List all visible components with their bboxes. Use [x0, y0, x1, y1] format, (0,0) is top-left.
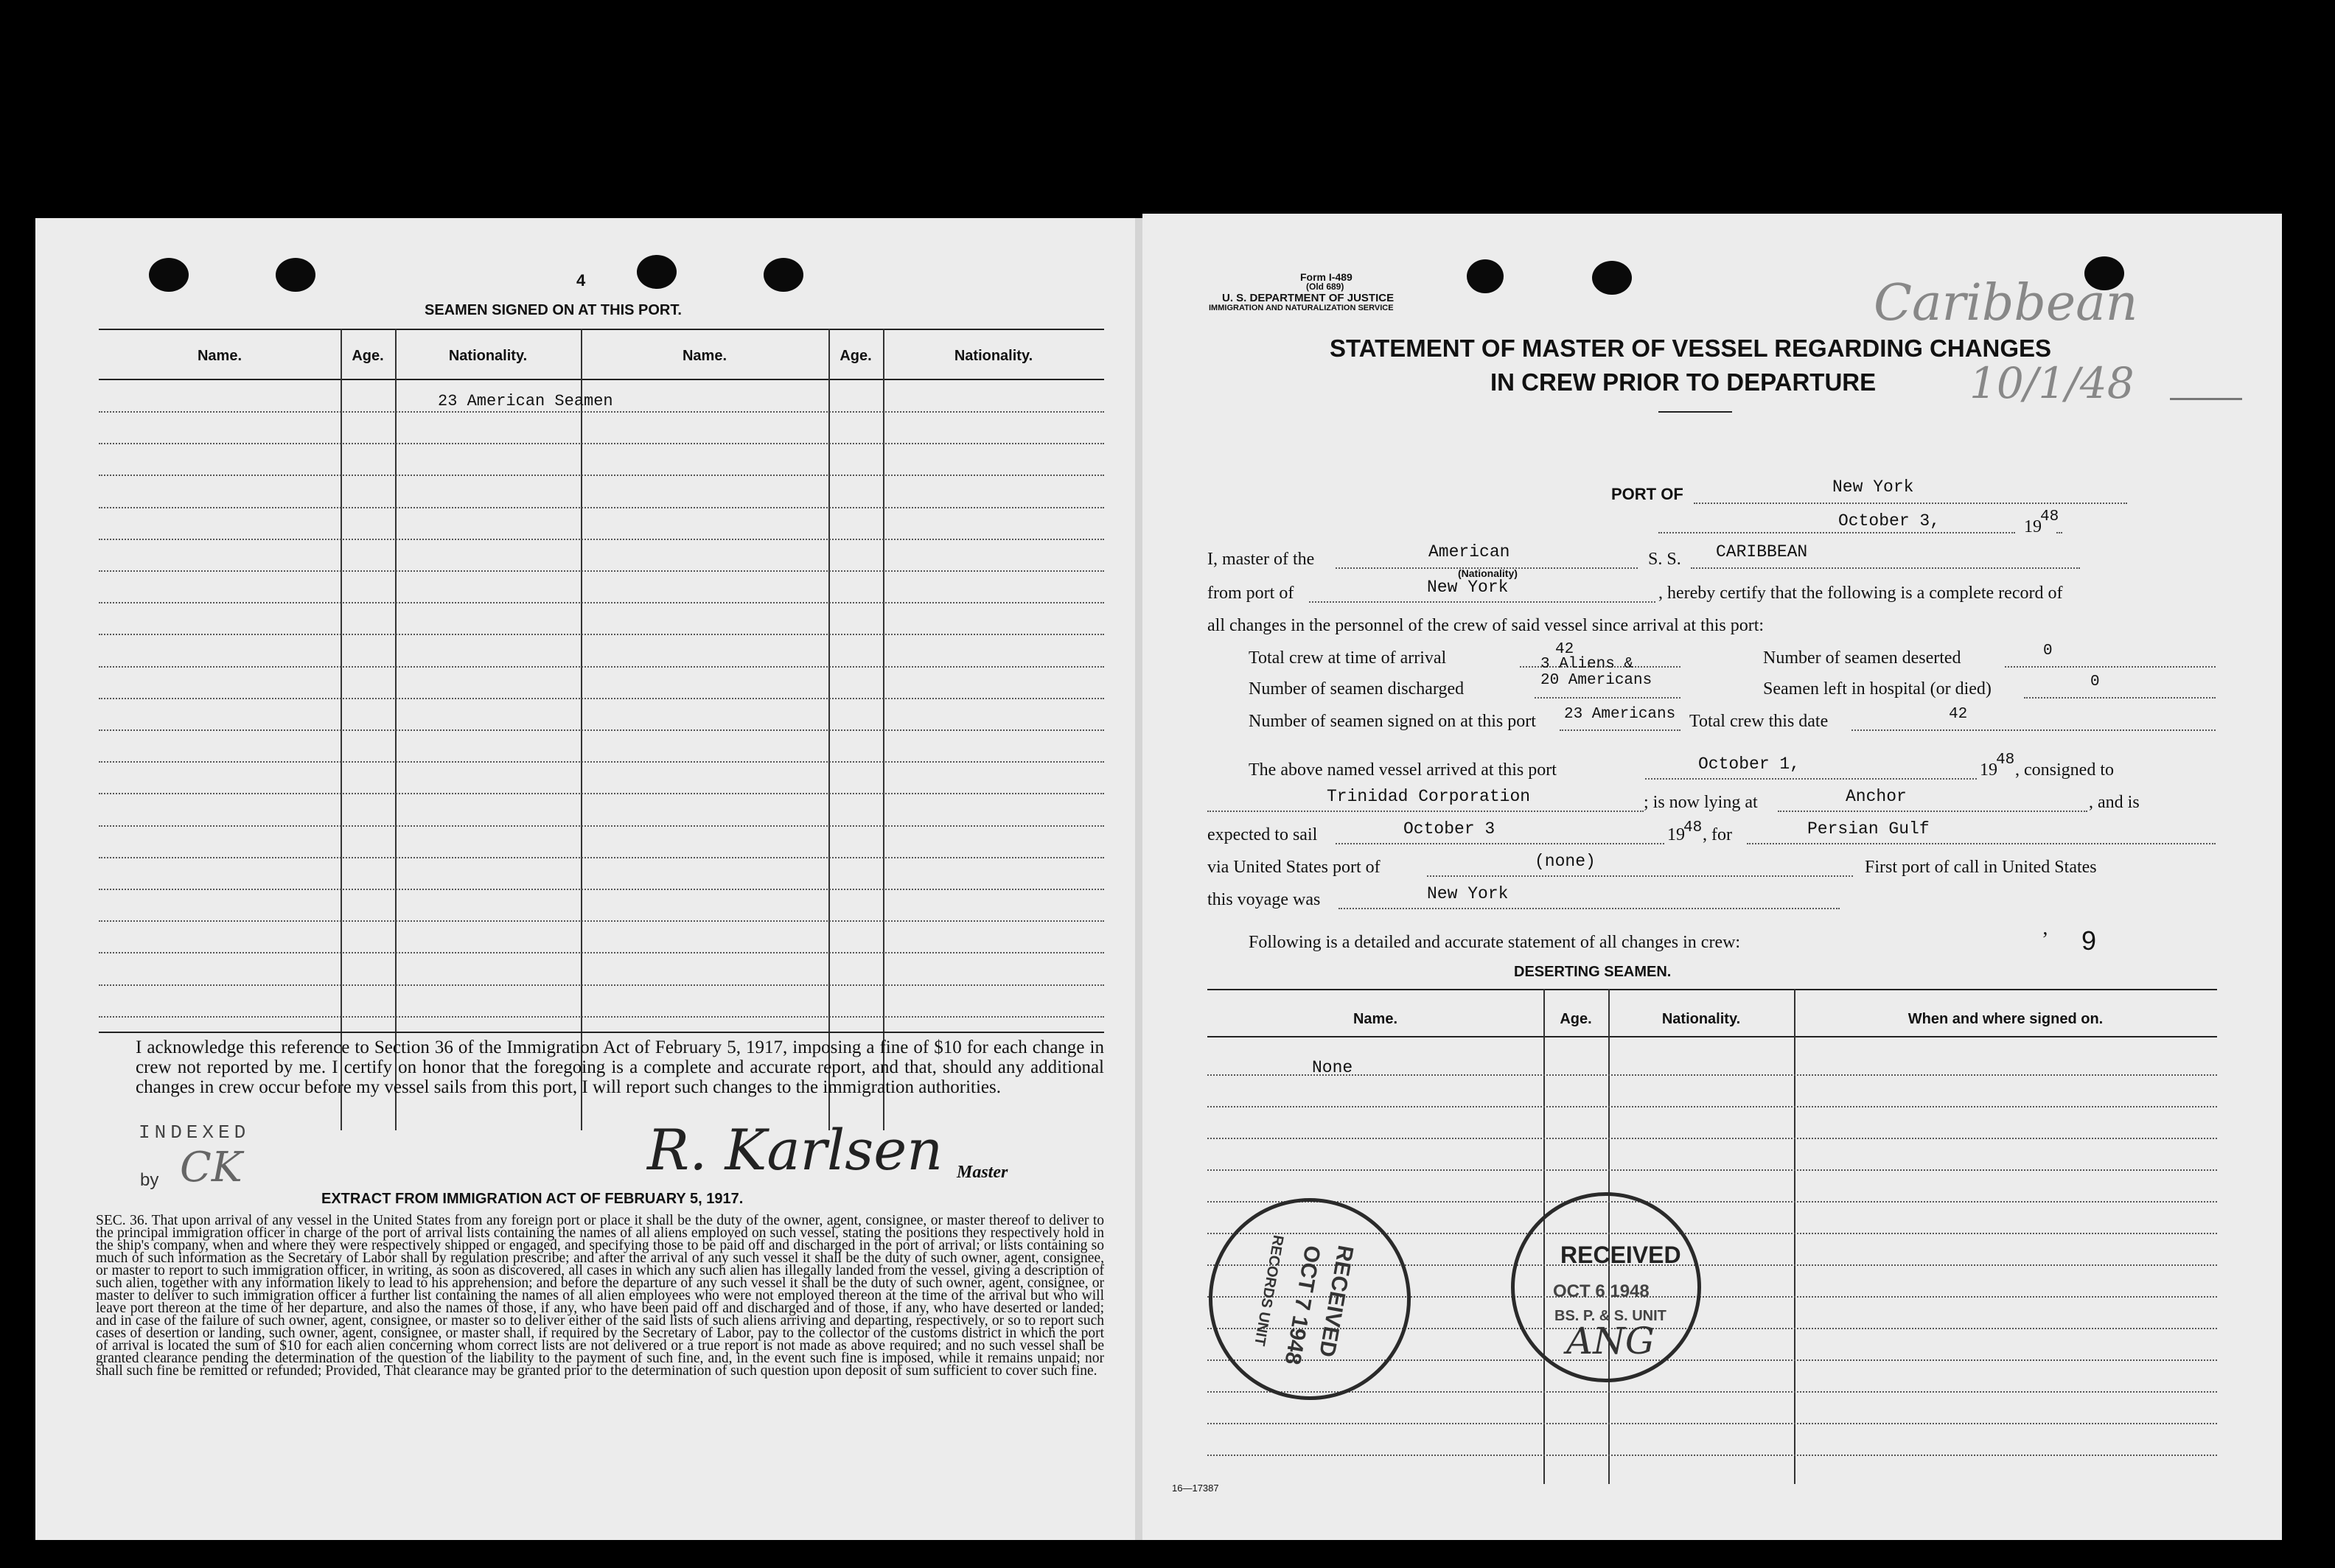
port-label: PORT OF [1611, 485, 1683, 503]
signed-on-label: Number of seamen signed on at this port [1249, 712, 1536, 731]
punch-hole [637, 255, 677, 289]
column-header: Nationality. [1661, 1011, 1741, 1027]
and-is-label: , and is [2089, 793, 2140, 812]
expected-label: expected to sail [1207, 825, 1318, 844]
stamp-received-text: RECEIVED [1313, 1243, 1358, 1359]
page-number: 4 [576, 271, 586, 290]
table-rule [99, 984, 1104, 986]
signed-on-value: 23 Americans [1564, 706, 1676, 723]
column-header: Age. [840, 348, 872, 364]
table-rule [1207, 1106, 2217, 1107]
total-crew-date-label: Total crew this date [1689, 712, 1829, 731]
sail-date-value: October 3 [1403, 819, 1495, 839]
following-text: Following is a detailed and accurate statement of all changes in crew: [1249, 933, 1741, 952]
voyage-label: this voyage was [1207, 890, 1321, 909]
table-rule [1207, 1074, 2217, 1076]
form-title-line2: IN CREW PRIOR TO DEPARTURE [1490, 368, 1877, 396]
extract-title: EXTRACT FROM IMMIGRATION ACT OF FEBRUARY 5, 1917. [321, 1191, 744, 1207]
table-rule [99, 1016, 1104, 1018]
stamp-records-unit: RECORDS UNIT [1251, 1233, 1287, 1348]
consignee-value: Trinidad Corporation [1327, 787, 1531, 806]
table-rule [1207, 1423, 2217, 1424]
table-rule [99, 920, 1104, 922]
table-rule [99, 411, 1104, 413]
table-rule [1207, 1455, 2217, 1456]
left-page [35, 218, 1142, 1540]
received-records-unit-stamp [1193, 1182, 1426, 1415]
table-rule [99, 889, 1104, 890]
right-page [1142, 214, 2282, 1540]
column-header: Age. [1560, 1011, 1592, 1027]
punch-hole [1592, 261, 1632, 295]
table-rule [1207, 1169, 2217, 1171]
lying-label: ; is now lying at [1644, 793, 1758, 812]
discharged-value-1: 3 Aliens & [1540, 656, 1634, 673]
lying-value: Anchor [1846, 787, 1907, 806]
year-prefix: 19 [2024, 517, 2042, 536]
section-title: SEAMEN SIGNED ON AT THIS PORT. [425, 302, 682, 318]
voyage-value: New York [1427, 884, 1509, 903]
punch-hole [276, 258, 315, 292]
destination-value: Persian Gulf [1807, 819, 1930, 839]
arrived-value: October 1, [1698, 755, 1801, 774]
port-value: New York [1832, 477, 1914, 497]
table-rule [99, 507, 1104, 508]
year-prefix: 19 [1667, 825, 1685, 844]
table-rule [99, 761, 1104, 763]
stamp-received-text: RECEIVED [1560, 1242, 1681, 1268]
deserted-label: Number of seamen deserted [1763, 648, 1961, 668]
table-rule [99, 857, 1104, 858]
table-rule [99, 539, 1104, 540]
stamp-initials: ANG [1566, 1320, 1655, 1362]
table-rule [99, 475, 1104, 476]
column-header: Name. [197, 348, 242, 364]
year-value: 48 [1996, 752, 2015, 769]
table-row-entry: 23 American Seamen [438, 392, 613, 410]
indexed-stamp: INDEXED [139, 1121, 251, 1144]
table-rule [99, 825, 1104, 827]
form-title-line1: STATEMENT OF MASTER OF VESSEL REGARDING CHANGES [1330, 335, 2052, 362]
total-crew-date-value: 42 [1949, 706, 1968, 723]
master-signature: R. Karlsen [647, 1117, 943, 1183]
page-mark: 9 [2081, 925, 2097, 956]
column-header: Name. [1353, 1011, 1398, 1027]
first-port-label: First port of call in United States [1865, 858, 2097, 877]
hospital-value: 0 [2090, 673, 2100, 690]
department: U. S. DEPARTMENT OF JUSTICE [1222, 292, 1395, 304]
certify-text: , hereby certify that the following is a complete record of [1658, 584, 2063, 603]
form-number: Form I-489 [1300, 271, 1353, 283]
table-rule [99, 634, 1104, 635]
hospital-label: Seamen left in hospital (or died) [1763, 679, 1992, 699]
discharged-label: Number of seamen discharged [1249, 679, 1465, 699]
table-rule [99, 570, 1104, 572]
year-value: 48 [1683, 819, 1703, 836]
print-code: 16—17387 [1172, 1483, 1219, 1494]
punch-hole [1467, 259, 1504, 293]
indexed-by-initials: CK [180, 1144, 242, 1191]
ship-name: CARIBBEAN [1716, 542, 1808, 561]
table-rule [99, 952, 1104, 953]
from-port-label: from port of [1207, 584, 1294, 603]
table-rule [1207, 1138, 2217, 1139]
form-old-number: (Old 689) [1306, 281, 1344, 292]
stamp-date: OCT 6 1948 [1553, 1281, 1650, 1301]
date-value: October 3, [1838, 511, 1941, 531]
nationality-caption: (Nationality) [1458, 567, 1518, 579]
stamp-date: OCT 7 1948 [1280, 1243, 1325, 1367]
table-rule [1207, 1201, 2217, 1203]
discharged-value-2: 20 Americans [1540, 672, 1652, 689]
ss-label: S. S. [1648, 550, 1681, 569]
year-prefix: 19 [1980, 760, 1997, 780]
column-header: Nationality. [448, 348, 528, 364]
table-rule [99, 793, 1104, 794]
total-crew-arrival-value: 42 [1555, 641, 1574, 658]
table-rule [99, 698, 1104, 699]
deserting-title: DESERTING SEAMEN. [1514, 964, 1672, 980]
column-header: Age. [352, 348, 384, 364]
via-label: via United States port of [1207, 858, 1381, 877]
table-rule [99, 602, 1104, 603]
year-value: 48 [2040, 508, 2059, 525]
handwritten-date: 10/1/48 [1969, 358, 2135, 408]
table-rule [1207, 1391, 2217, 1393]
all-changes-text: all changes in the personnel of the crew of said vessel since arrival at this port: [1207, 616, 1765, 635]
column-header: Nationality. [954, 348, 1033, 364]
column-header: Name. [682, 348, 727, 364]
indexed-by-label: by [140, 1170, 159, 1190]
deserted-value: 0 [2043, 643, 2053, 659]
column-header: When and where signed on. [1908, 1011, 2104, 1027]
from-port-value: New York [1427, 578, 1509, 597]
table-rule [99, 666, 1104, 668]
nationality-value: American [1428, 542, 1510, 561]
table-rule [99, 443, 1104, 444]
tick-mark: ʼ [2042, 928, 2049, 951]
received-bsps-unit-stamp [1511, 1192, 1701, 1382]
master-of-label: I, master of the [1207, 550, 1315, 569]
acknowledgment-text: I acknowledge this reference to Section 36 of the Immigration Act of February 5, 1917, imposing a fine of $10 for each change in crew not reported by me. I certify on honor that the foregoing is a complete and accurate report, and that, should any additional changes in crew occur before my vessel sails from this port, I will report such changes to the immigration authorities. [136, 1037, 1104, 1097]
total-crew-arrival-label: Total crew at time of arrival [1249, 648, 1447, 668]
handwritten-ship-name: Caribbean [1874, 274, 2138, 332]
stamp-unit: BS. P. & S. UNIT [1554, 1308, 1666, 1324]
service: IMMIGRATION AND NATURALIZATION SERVICE [1209, 304, 1394, 312]
consigned-label: , consigned to [2015, 760, 2114, 780]
master-label: Master [957, 1163, 1008, 1182]
punch-hole [149, 258, 189, 292]
via-value: (none) [1535, 852, 1596, 871]
deserting-entry: None [1312, 1058, 1353, 1077]
for-label: , for [1703, 825, 1732, 844]
punch-hole [764, 258, 803, 292]
extract-text: SEC. 36. That upon arrival of any vessel in the United States from any foreign port or place it shall be the duty of the owner, agent, consignee, or master thereof to deliver to the principal immigration officer in charge of the port of arrival lists containing the names of all aliens employed on such vessel, stating the positions they respectively hold in the ship's company, when and where they were respectively shipped or engaged, and specifying those to be paid off and discharged in the port of arrival; or lists containing so much of such information as the Secretary of Labor shall by regulation prescribe; and after the arrival of any such vessel it shall be the duty of such owner, agent, consignee, or master to report to such immigration officer, in writing, as soon as discovered, all cases in which any such alien has illegally landed from the vessel, giving a description of such alien, together with any information likely to lead to his apprehension; and before the departure of any such vessel it shall be the duty of such owner, agent, consignee, or master to deliver to such immigration officer a further list containing the names of all alien employees who were not employed thereon at the time of the arrival but who will leave port thereon at the time of her departure, and also the names of those, if any, who have been paid off and discharged and of those, if any, who have deserted or landed; and in case of the failure of such owner, agent, consignee, or master so to deliver either of the said lists of such aliens arriving and departing, respectively, or so to report such cases of desertion or landing, such owner, agent, consignee, or master shall, if required by the Secretary of Labor, pay to the collector of the customs district in which the port of arrival is located the sum of $10 for each alien concerning whom correct lists are not delivered or a true report is not made as above required; and no such vessel shall be granted clearance pending the determination of the question of the liability to the payment of such fine, and, in the event such fine is imposed, while it remains unpaid; nor shall such fine be remitted or refunded; Provided, That clearance may be granted prior to the determination of such question upon deposit of sum sufficient to cover such fine. [96, 1213, 1104, 1379]
table-rule [99, 729, 1104, 731]
arrived-label: The above named vessel arrived at this port [1249, 760, 1557, 780]
